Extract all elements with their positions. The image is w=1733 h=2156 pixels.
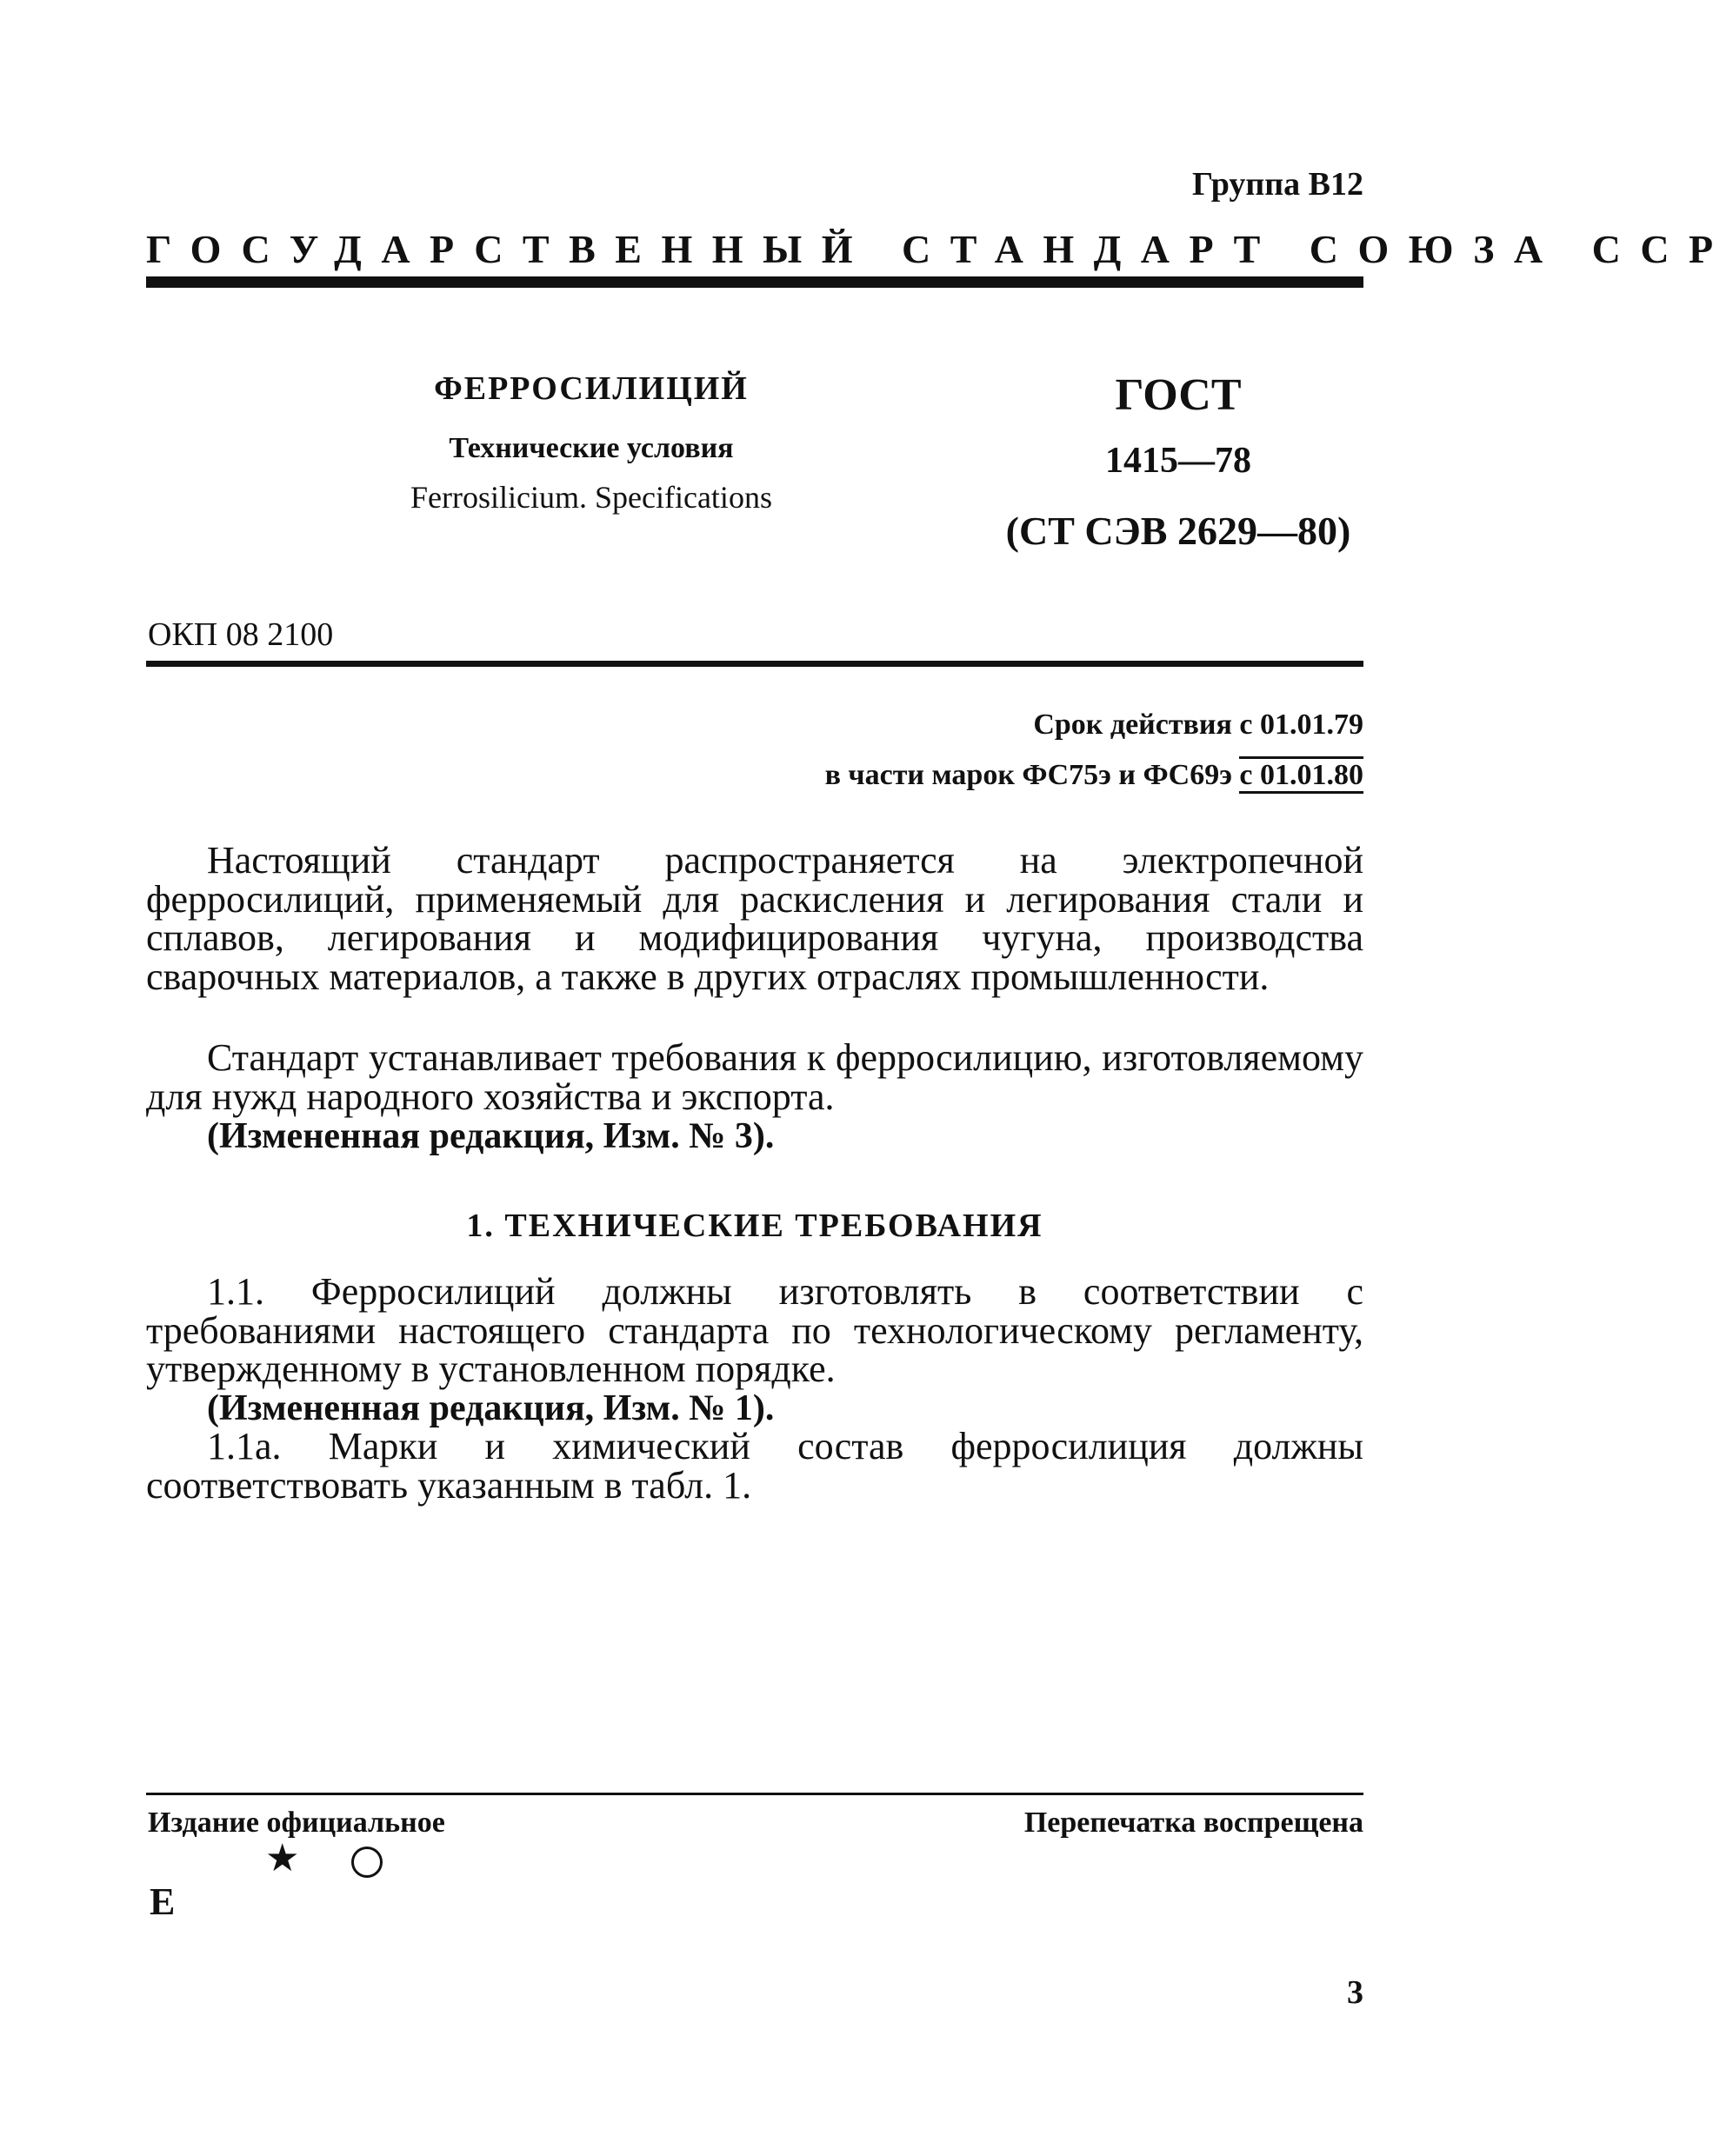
page-number: 3	[1347, 1974, 1363, 2011]
no-reprint-label: Перепечатка воспрещена	[1023, 1807, 1363, 1839]
paragraph-scope	[146, 839, 1363, 998]
validity-date-overlined: с 01.01.80	[1239, 756, 1363, 794]
gost-block	[991, 369, 1365, 554]
edition-note-3	[146, 1116, 1363, 1156]
official-edition-label: Издание официальное	[148, 1807, 445, 1839]
letter-mark: Е	[150, 1880, 176, 1923]
validity-line-2-prefix: в части марок ФС75э и ФС69э	[824, 759, 1240, 791]
circle-icon	[351, 1847, 383, 1878]
document-subtitle: Технические условия	[449, 432, 734, 464]
edition-note-1	[146, 1388, 1363, 1428]
okp-code: ОКП 08 2100	[148, 616, 334, 653]
paragraph-scope-text: Настоящий стандарт распространяется на электропечной ферросилиций, применяемый для раскисления и легирования стали и сплавов, легирования и модифицирования чугуна, производства сварочных материалов, а также в других отраслях промышленности.	[146, 839, 1363, 998]
validity-block	[825, 700, 1363, 801]
gost-label: ГОСТ	[1115, 370, 1242, 420]
validity-line-2	[825, 750, 1363, 801]
state-standard-heading: ГОСУДАРСТВЕННЫЙ СТАНДАРТ СОЮЗА ССР	[146, 227, 1733, 271]
clause-1-1	[146, 1270, 1363, 1390]
clause-1-1a	[146, 1427, 1363, 1505]
paragraph-requirements	[146, 1036, 1363, 1118]
okp-rule	[146, 661, 1363, 667]
section-heading: 1. ТЕХНИЧЕСКИЕ ТРЕБОВАНИЯ	[466, 1208, 1043, 1244]
gost-number: 1415—78	[1105, 441, 1251, 481]
group-label: Группа В12	[1191, 166, 1363, 203]
clause-1-1a-text: 1.1а. Марки и химический состав ферросилиция должны соответствовать указанным в табл. 1.	[146, 1425, 1363, 1507]
document-title: ФЕРРОСИЛИЦИЙ	[434, 370, 749, 407]
st-sev-number: (СТ СЭВ 2629—80)	[1005, 509, 1351, 553]
star-icon: ★	[265, 1837, 300, 1880]
clause-1-1-text: 1.1. Ферросилиций должны изготовлять в соответствии с требованиями настоящего стандарта по технологическому регламенту, утвержденному в установленном порядке.	[146, 1270, 1363, 1390]
document-subtitle-english: Ferrosilicium. Specifications	[410, 480, 772, 515]
edition-note-3-text: (Измененная редакция, Изм. № 3).	[207, 1116, 775, 1156]
edition-note-1-text: (Измененная редакция, Изм. № 1).	[207, 1388, 775, 1428]
footer-rule	[146, 1793, 1363, 1795]
paragraph-requirements-text: Стандарт устанавливает требования к ферросилицию, изготовляемому для нужд народного хозяйства и экспорта.	[146, 1036, 1363, 1118]
validity-line-1: Срок действия с 01.01.79	[1033, 709, 1363, 741]
header-rule	[146, 276, 1363, 288]
title-block	[313, 369, 870, 516]
